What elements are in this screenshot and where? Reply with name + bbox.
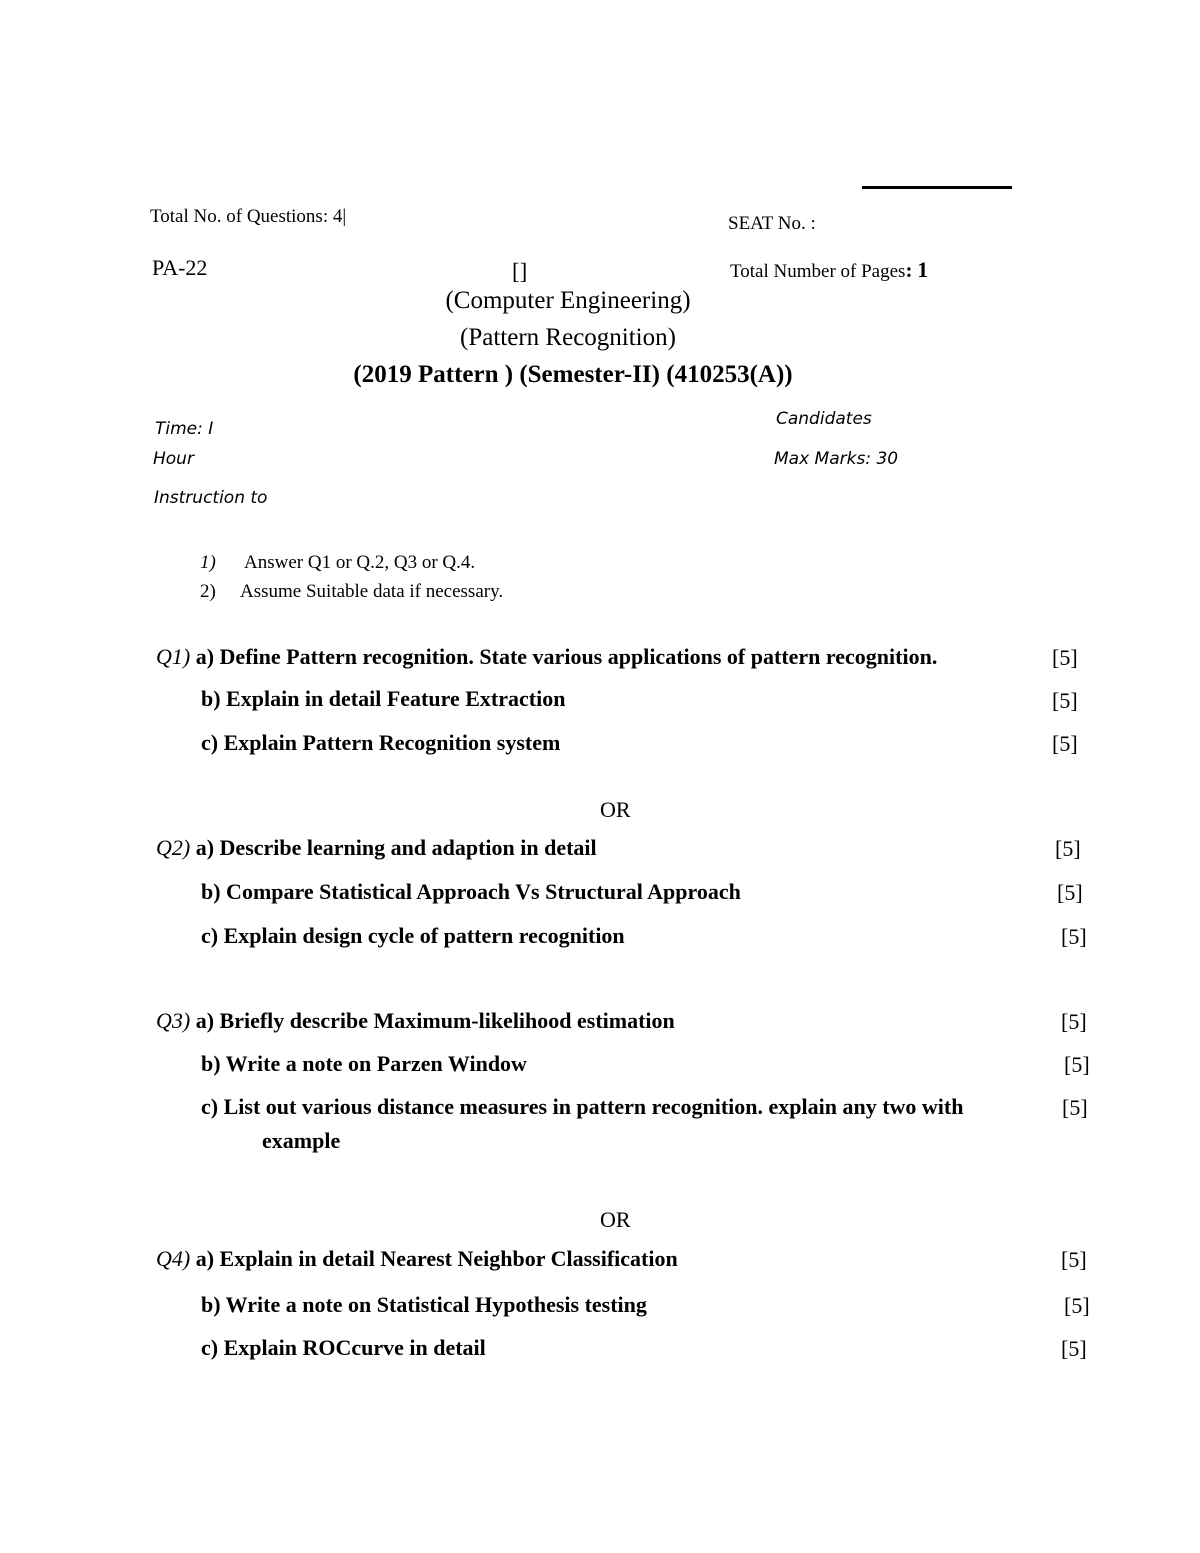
question-2a	[156, 835, 597, 861]
marks: [5]	[1052, 688, 1078, 713]
instruction-text: Assume Suitable data if necessary.	[240, 581, 504, 602]
paper-bracket: []	[512, 259, 528, 284]
instruction-text: Answer Q1 or Q.2, Q3 or Q.4.	[244, 552, 476, 573]
question-3b: b) Write a note on Parzen Window	[201, 1051, 527, 1076]
question-text: a) Explain in detail Nearest Neighbor Classification	[195, 1246, 678, 1271]
question-2c: c) Explain design cycle of pattern recognition	[201, 923, 625, 948]
question-text: a) Define Pattern recognition. State various applications of pattern recognition.	[195, 644, 938, 669]
question-4a	[156, 1246, 678, 1272]
pattern-title: (2019 Pattern ) (Semester-II) (410253(A))	[353, 361, 793, 388]
instruction-number: 2)	[200, 581, 216, 602]
total-pages-label: Total Number of Pages	[730, 261, 906, 282]
department-title: (Computer Engineering)	[445, 287, 691, 314]
marks: [5]	[1061, 1247, 1087, 1272]
question-2b: b) Compare Statistical Approach Vs Structural Approach	[201, 879, 741, 904]
marks: [5]	[1062, 1095, 1088, 1120]
total-pages-colon: :	[905, 258, 913, 282]
question-1a	[156, 644, 937, 670]
candidates-label: Candidates	[776, 409, 872, 429]
total-questions: Total No. of Questions: 4|	[150, 206, 347, 227]
instruction-heading: Instruction to	[154, 488, 268, 508]
subject-title: (Pattern Recognition)	[460, 324, 676, 351]
max-marks: Max Marks: 30	[774, 449, 899, 469]
marks: [5]	[1061, 1336, 1087, 1361]
marks: [5]	[1055, 836, 1081, 861]
total-pages	[730, 257, 928, 283]
paper-code: PA-22	[152, 255, 208, 280]
question-1c: c) Explain Pattern Recognition system	[201, 730, 561, 755]
question-number: Q4)	[156, 1246, 191, 1271]
or-separator: OR	[600, 1207, 631, 1232]
question-text: a) Briefly describe Maximum-likelihood estimation	[195, 1008, 675, 1033]
marks: [5]	[1061, 1009, 1087, 1034]
question-4b: b) Write a note on Statistical Hypothesis testing	[201, 1292, 647, 1317]
question-3c: c) List out various distance measures in pattern recognition. explain any two with	[201, 1094, 964, 1119]
marks: [5]	[1064, 1293, 1090, 1318]
question-3a	[156, 1008, 675, 1034]
marks: [5]	[1052, 645, 1078, 670]
marks: [5]	[1061, 924, 1087, 949]
question-text: a) Describe learning and adaption in detail	[195, 835, 597, 860]
question-1b: b) Explain in detail Feature Extraction	[201, 686, 566, 711]
question-3c-continued: example	[262, 1128, 341, 1153]
question-4c: c) Explain ROCcurve in detail	[201, 1335, 486, 1360]
marks: [5]	[1057, 880, 1083, 905]
total-pages-value: 1	[917, 257, 929, 282]
time-line-2: Hour	[153, 449, 194, 469]
marks: [5]	[1052, 731, 1078, 756]
marks: [5]	[1064, 1052, 1090, 1077]
question-number: Q1)	[156, 644, 191, 669]
instruction-number: 1)	[200, 552, 216, 573]
seat-number-line	[862, 186, 1012, 189]
time-line-1: Time: I	[155, 419, 214, 439]
question-number: Q2)	[156, 835, 191, 860]
seat-no: SEAT No. :	[728, 213, 816, 234]
question-number: Q3)	[156, 1008, 191, 1033]
or-separator: OR	[600, 797, 631, 822]
